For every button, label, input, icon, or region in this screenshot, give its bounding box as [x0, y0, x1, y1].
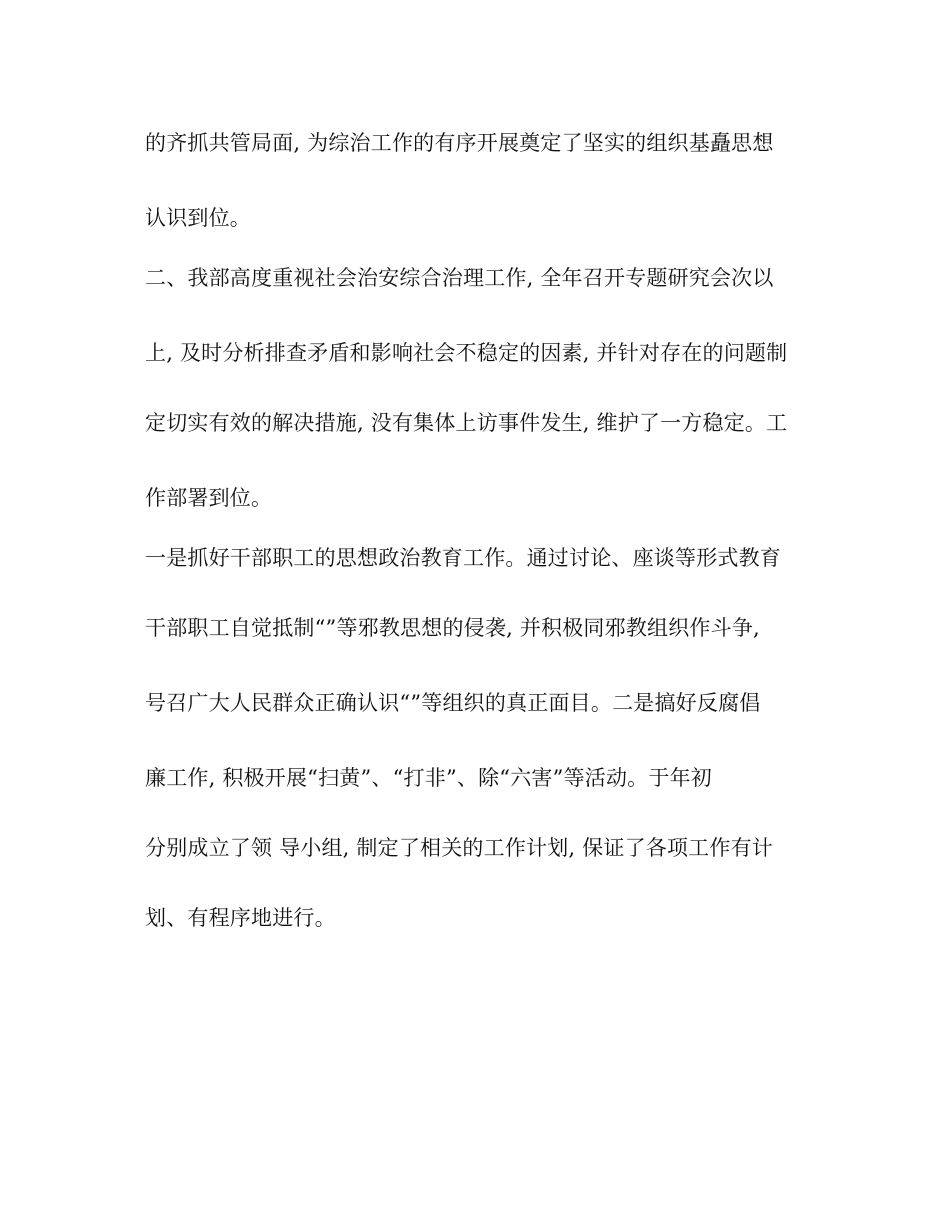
- text-line: 上, 及时分析排查矛盾和影响社会不稳定的因素, 并针对存在的问题制: [145, 341, 788, 365]
- text-line: 定切实有效的解决措施, 没有集体上访事件发生, 维护了一方稳定。工: [145, 411, 788, 435]
- text-line: 号召广大人民群众正确认识“”等组织的真正面目。二是搞好反腐倡: [145, 691, 761, 715]
- text-line: 一是抓好干部职工的思想政治教育工作。通过讨论、座谈等形式教育: [145, 546, 781, 570]
- text-line: 分别成立了领 导小组, 制定了相关的工作计划, 保证了各项工作有计: [145, 836, 773, 860]
- text-line: 作部署到位。: [145, 486, 273, 510]
- text-line: 认识到位。: [145, 206, 251, 230]
- text-line: 干部职工自觉抵制“”等邪教思想的侵袭, 并积极同邪教组织作斗争,: [145, 616, 760, 640]
- text-line: 的齐抓共管局面, 为综治工作的有序开展奠定了坚实的组织基矗思想: [145, 131, 774, 155]
- text-line: 二、我部高度重视社会治安综合治理工作, 全年召开专题研究会次以: [145, 266, 774, 290]
- text-line: 廉工作, 积极开展“扫黄”、“打非”、除“六害”等活动。于年初: [145, 766, 712, 790]
- text-line: 划、有程序地进行。: [145, 906, 336, 930]
